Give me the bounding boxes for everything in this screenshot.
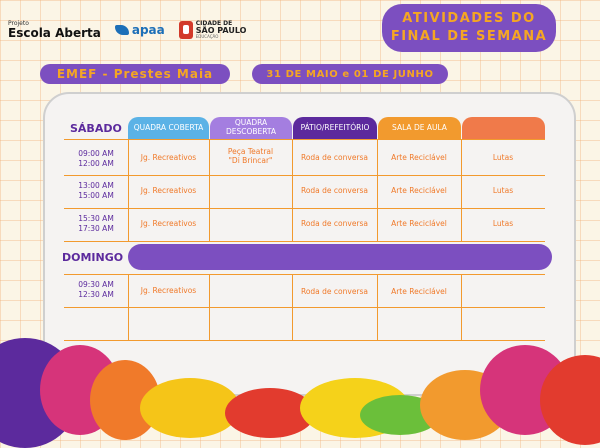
table-cell: Roda de conversa <box>300 287 369 296</box>
apaa-logo <box>115 23 165 37</box>
day-label-sunday: DOMINGO <box>62 251 124 264</box>
column-header-quadra-descoberta: QUADRA DESCOBERTA <box>210 117 292 139</box>
table-cell: Peça Teatral "Di Brincar" <box>227 147 274 165</box>
projeto-label: Projeto <box>8 20 29 27</box>
grid-line <box>64 208 545 209</box>
table-row-time: 09:30 AM 12:30 AM <box>78 280 114 300</box>
grid-line <box>128 274 129 340</box>
grid-line <box>64 241 545 242</box>
table-row-time: 13:00 AM 15:00 AM <box>78 181 114 201</box>
grid-line <box>64 139 545 140</box>
grid-line <box>64 340 545 341</box>
sp-line2: SÃO PAULO <box>195 26 247 35</box>
title-line2: FINAL DE SEMANA <box>390 29 548 44</box>
sp-line1: CIDADE DE <box>195 20 233 27</box>
grid-line <box>64 274 545 275</box>
page-title <box>382 4 556 52</box>
table-cell: Arte Reciclável <box>391 287 447 296</box>
title-line1: ATIVIDADES DO <box>402 11 536 27</box>
table-row-time: 09:00 AM 12:00 AM <box>78 149 114 169</box>
table-cell: Arte Reciclável <box>391 186 447 195</box>
grid-line <box>377 274 378 340</box>
table-cell: Jg. Recreativos <box>140 286 197 295</box>
table-cell: Roda de conversa <box>300 186 369 195</box>
apaa-icon <box>115 25 129 35</box>
school-badge: EMEF - Prestes Maia <box>40 64 230 84</box>
grid-line <box>292 274 293 340</box>
grid-line <box>209 274 210 340</box>
table-cell: Lutas <box>492 219 514 228</box>
grid-line <box>64 307 545 308</box>
table-cell: Roda de conversa <box>300 219 369 228</box>
apaa-label: apaa <box>131 23 165 37</box>
table-cell: Roda de conversa <box>300 153 369 162</box>
city-crest-icon <box>179 21 193 39</box>
table-cell: Jg. Recreativos <box>140 153 197 162</box>
grid-line <box>64 175 545 176</box>
column-header-empty <box>462 117 545 139</box>
sp-line3: EDUCAÇÃO <box>195 34 219 39</box>
table-cell: Arte Reciclável <box>391 153 447 162</box>
column-header-sala-de-aula: SALA DE AULA <box>378 117 461 139</box>
table-cell: Lutas <box>492 153 514 162</box>
sao-paulo-logo <box>179 21 247 39</box>
table-cell: Jg. Recreativos <box>140 219 197 228</box>
dates-badge: 31 DE MAIO e 01 DE JUNHO <box>252 64 448 84</box>
table-cell: Jg. Recreativos <box>140 186 197 195</box>
column-header-patio: PÁTIO/REFEITÓRIO <box>293 117 377 139</box>
column-header-quadra-coberta: QUADRA COBERTA <box>128 117 209 139</box>
projeto-escola-aberta-logo <box>8 21 101 39</box>
logo-bar <box>8 16 246 44</box>
table-cell: Lutas <box>492 186 514 195</box>
table-row-time: 15:30 AM 17:30 AM <box>78 214 114 234</box>
table-cell: Arte Reciclável <box>391 219 447 228</box>
grid-line <box>461 274 462 340</box>
escola-aberta-label: Escola Aberta <box>8 26 101 40</box>
sunday-header-bar <box>128 244 552 270</box>
day-label-saturday: SÁBADO <box>70 122 122 135</box>
